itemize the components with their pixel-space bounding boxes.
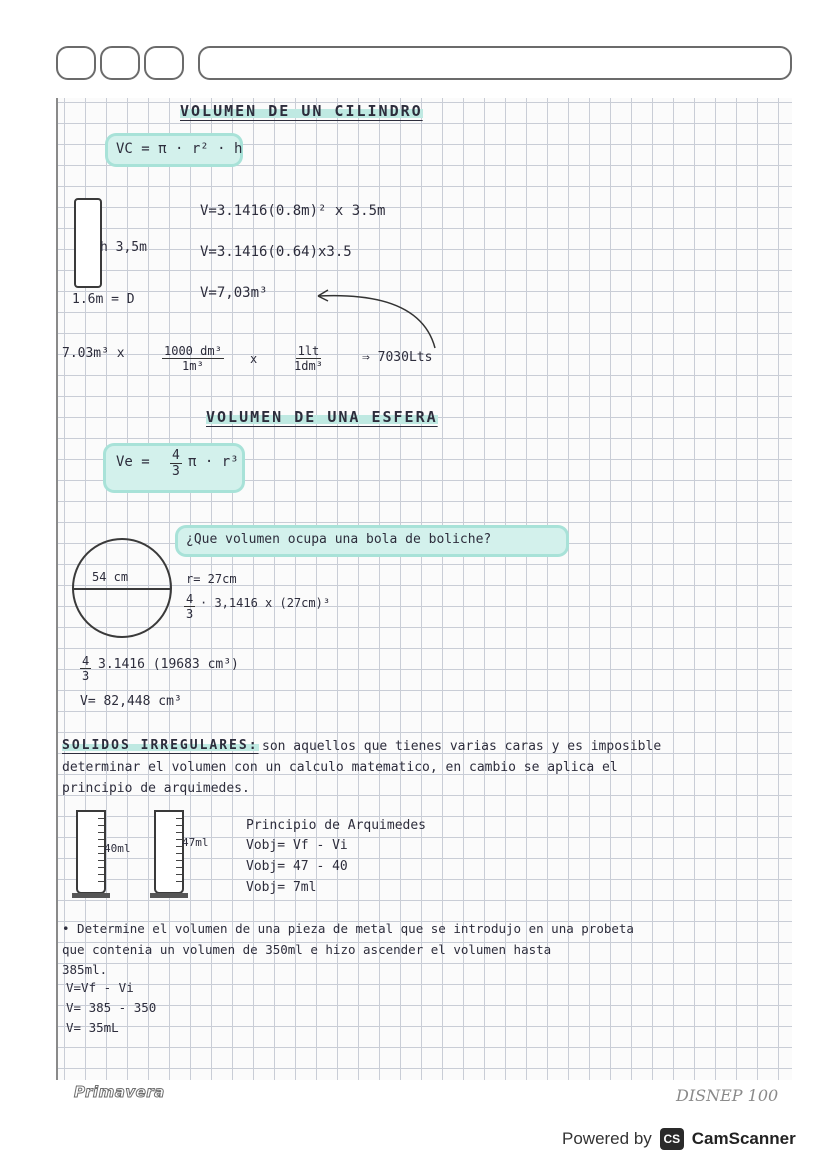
- conversion-arrow: [310, 286, 480, 358]
- tube-2-base: [150, 893, 188, 898]
- conversion-start: 7.03m³ x: [62, 346, 125, 361]
- conversion-fraction-2-den: 1dm³: [294, 359, 323, 373]
- header-tab-3: [144, 46, 184, 80]
- sphere-diameter-line: [72, 588, 170, 590]
- sphere-result: V= 82,448 cm³: [80, 694, 182, 709]
- tube-1-label: 40ml: [104, 842, 131, 855]
- sphere-formula-lhs: Ve =: [116, 454, 150, 470]
- sphere-question: ¿Que volumen ocupa una bola de boliche?: [186, 532, 492, 547]
- sphere-step2-fraction: [80, 654, 91, 683]
- graduated-cylinder-1: [76, 810, 106, 894]
- conversion-fraction-1-den: 1m³: [182, 359, 204, 373]
- conversion-fraction-2: [294, 344, 323, 373]
- sphere-radius: r= 27cm: [186, 572, 237, 586]
- graduated-cylinder-2: [154, 810, 184, 894]
- irregular-line-2: determinar el volumen con un calculo matematico, en cambio se aplica el: [62, 760, 618, 775]
- sphere-step2-den: 3: [82, 669, 90, 683]
- exercise-step-2: V= 385 - 350: [66, 1000, 157, 1015]
- principle-line-2: Vobj= 47 - 40: [246, 859, 348, 874]
- cylinder-step-3: V=7,03m³: [200, 285, 268, 301]
- exercise-step-3: V= 35mL: [66, 1020, 119, 1035]
- exercise-line-1: • Determine el volumen de una pieza de metal que se introdujo en una probeta: [62, 921, 634, 936]
- irregular-line-1: son aquellos que tienes varias caras y es imposible: [262, 739, 662, 754]
- sphere-formula-fraction: [170, 448, 182, 479]
- camscanner-watermark: [562, 1128, 796, 1150]
- irregular-title: SOLIDOS IRREGULARES:: [62, 738, 259, 753]
- irregular-line-3: principio de arquimedes.: [62, 781, 250, 796]
- principle-title: Principio de Arquimedes: [246, 818, 427, 833]
- cylinder-height-label: h 3,5m: [100, 240, 147, 255]
- header-tab-1: [56, 46, 96, 80]
- principle-line-1: Vobj= Vf - Vi: [246, 838, 348, 853]
- sphere-title: VOLUMEN DE UNA ESFERA: [206, 408, 438, 426]
- cylinder-step-1: V=3.1416(0.8m)² x 3.5m: [200, 203, 386, 219]
- sphere-step2-rest: 3.1416 (19683 cm³): [98, 657, 239, 672]
- cylinder-drawing: [74, 198, 102, 288]
- tube-2-label: 47ml: [182, 836, 209, 849]
- notebook-title-bar: [198, 46, 792, 80]
- sphere-step1-den: 3: [186, 607, 194, 621]
- sphere-formula-den: 3: [172, 464, 180, 479]
- conversion-fraction-2-num: 1lt: [297, 344, 320, 358]
- tube-1-base: [72, 893, 110, 898]
- conversion-fraction-1: [162, 344, 224, 373]
- sphere-diameter-label: 54 cm: [92, 570, 129, 584]
- disney-100-logo: DISNEP 100: [676, 1086, 779, 1105]
- sphere-step2-num: 4: [82, 654, 90, 668]
- tube-2-scale: [176, 818, 182, 886]
- sphere-step1-fraction: [184, 592, 195, 621]
- camscanner-name: CamScanner: [691, 1129, 796, 1148]
- camscanner-icon: CS: [660, 1128, 684, 1150]
- sphere-formula-rhs: π · r³: [188, 454, 239, 470]
- cylinder-title: VOLUMEN DE UN CILINDRO: [180, 102, 423, 120]
- exercise-line-2: que contenia un volumen de 350ml e hizo ascender el volumen hasta: [62, 942, 552, 957]
- powered-by-text: Powered by: [562, 1129, 652, 1148]
- conversion-times: x: [250, 352, 258, 366]
- sphere-step1-rest: · 3,1416 x (27cm)³: [200, 596, 331, 610]
- exercise-step-1: V=Vf - Vi: [66, 980, 134, 995]
- sphere-formula-num: 4: [172, 448, 180, 463]
- sphere-step1-num: 4: [186, 592, 194, 606]
- primavera-logo: Primavera: [74, 1083, 165, 1101]
- conversion-result: ⇒ 7030Lts: [362, 350, 433, 365]
- cylinder-formula: VC = π · r² · h: [116, 141, 243, 157]
- cylinder-step-2: V=3.1416(0.64)x3.5: [200, 244, 352, 260]
- principle-line-3: Vobj= 7ml: [246, 880, 317, 895]
- exercise-line-3: 385ml.: [62, 962, 108, 977]
- conversion-fraction-1-num: 1000 dm³: [164, 344, 222, 358]
- cylinder-diameter-label: 1.6m = D: [72, 292, 135, 307]
- header-tab-2: [100, 46, 140, 80]
